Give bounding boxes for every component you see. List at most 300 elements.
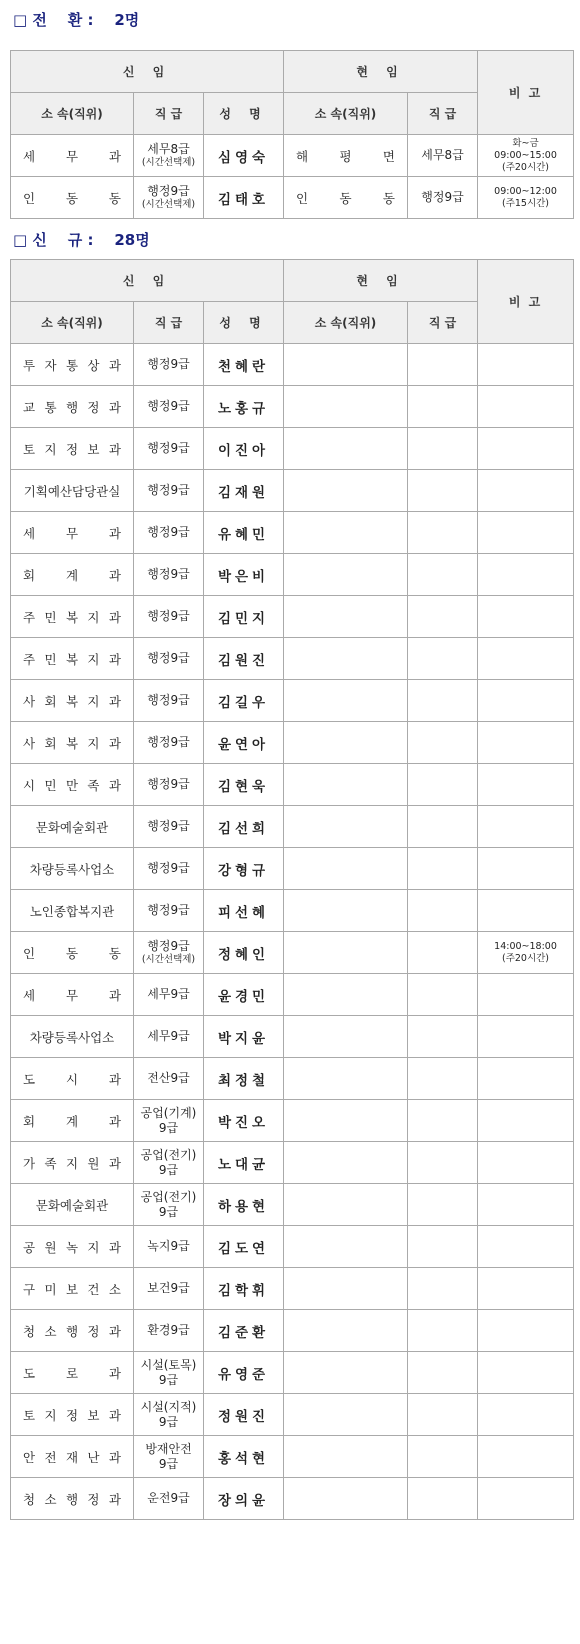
name-cell: 정원진 xyxy=(204,1394,284,1436)
current-grade-cell xyxy=(408,344,478,386)
note-line: 09:00~12:00 xyxy=(494,185,557,197)
grade-cell xyxy=(134,1310,204,1352)
grade-cell xyxy=(134,1184,204,1226)
current-dept-cell xyxy=(284,932,408,974)
grade-label: 방재안전 xyxy=(145,1441,192,1456)
dept-cell xyxy=(11,428,134,470)
dept-cell xyxy=(11,722,134,764)
dept-label: 청 소 행 정 과 xyxy=(23,1323,121,1339)
dept-label: 가 족 지 원 과 xyxy=(23,1155,121,1171)
current-dept-cell xyxy=(284,764,408,806)
dept-label: 교 통 행 정 과 xyxy=(23,399,121,415)
name-cell: 유영준 xyxy=(204,1352,284,1394)
header-cur-grade: 직 급 xyxy=(408,93,478,135)
section-new-title: □ 신 규 : 28명 xyxy=(13,231,150,249)
note-line: (주20시간) xyxy=(501,952,550,964)
note-cell xyxy=(478,1436,574,1478)
dept-label: 안 전 재 난 과 xyxy=(23,1449,121,1465)
grade-cell xyxy=(134,764,204,806)
current-dept-cell xyxy=(284,1058,408,1100)
dept-cell xyxy=(11,1436,134,1478)
current-grade-cell xyxy=(408,974,478,1016)
table-row xyxy=(11,1310,574,1352)
current-dept-cell xyxy=(284,428,408,470)
grade-label: 행정9급 xyxy=(147,819,190,833)
grade-cell xyxy=(134,1100,204,1142)
name-cell: 김선희 xyxy=(204,806,284,848)
grade-label-line2: 9급 xyxy=(158,1414,179,1429)
current-dept-cell xyxy=(284,1184,408,1226)
name-cell: 김도연 xyxy=(204,1226,284,1268)
current-grade-cell xyxy=(408,554,478,596)
table-row xyxy=(11,1100,574,1142)
dept-label: 세 무 과 xyxy=(23,525,121,541)
current-dept-cell xyxy=(284,344,408,386)
current-grade-cell xyxy=(408,1478,478,1520)
note-cell xyxy=(478,1226,574,1268)
dept-cell xyxy=(11,554,134,596)
grade-cell xyxy=(134,1058,204,1100)
dept-cell xyxy=(11,1058,134,1100)
grade-cell xyxy=(134,1478,204,1520)
note-cell xyxy=(478,974,574,1016)
dept-cell xyxy=(11,974,134,1016)
dept-label: 사 회 복 지 과 xyxy=(23,735,121,751)
current-dept-cell xyxy=(284,806,408,848)
note-cell xyxy=(478,470,574,512)
name-cell: 박은비 xyxy=(204,554,284,596)
table-row xyxy=(11,890,574,932)
current-dept-cell xyxy=(284,848,408,890)
grade-label: 행정9급 xyxy=(147,525,190,539)
grade-cell xyxy=(134,512,204,554)
grade-label: 행정9급 xyxy=(147,357,190,371)
note-cell xyxy=(478,1394,574,1436)
note-cell xyxy=(478,848,574,890)
grade-label-line2: 9급 xyxy=(158,1456,179,1471)
current-grade-cell xyxy=(408,1058,478,1100)
grade-label: 행정9급 xyxy=(147,861,190,875)
grade-label: 공업(기계) xyxy=(140,1105,197,1120)
name-cell: 윤연아 xyxy=(204,722,284,764)
grade-cell xyxy=(134,1142,204,1184)
dept-label: 차량등록사업소 xyxy=(29,1029,115,1045)
grade-label: 보건9급 xyxy=(147,1281,190,1295)
name-cell: 박진오 xyxy=(204,1100,284,1142)
grade-label: 행정9급 xyxy=(147,735,190,749)
table-row xyxy=(11,722,574,764)
note-cell xyxy=(478,1268,574,1310)
table-row xyxy=(11,386,574,428)
note-cell xyxy=(478,638,574,680)
grade-label-line2: 9급 xyxy=(158,1120,179,1135)
note-cell xyxy=(478,806,574,848)
table-row xyxy=(11,596,574,638)
header-note: 비 고 xyxy=(478,51,574,135)
dept-cell xyxy=(284,135,408,177)
name-cell: 김재원 xyxy=(204,470,284,512)
current-grade-cell xyxy=(408,848,478,890)
note-cell xyxy=(478,1058,574,1100)
dept-cell xyxy=(284,177,408,219)
note-cell xyxy=(478,1142,574,1184)
grade-label: 행정9급 xyxy=(147,399,190,413)
grade-cell xyxy=(134,344,204,386)
table-row xyxy=(11,512,574,554)
current-grade-cell xyxy=(408,890,478,932)
current-grade-cell xyxy=(408,512,478,554)
note-cell xyxy=(478,1184,574,1226)
dept-label: 회 계 과 xyxy=(23,1113,121,1129)
grade-cell xyxy=(134,806,204,848)
grade-cell xyxy=(134,386,204,428)
dept-cell xyxy=(11,638,134,680)
table-row xyxy=(11,848,574,890)
dept-cell xyxy=(11,596,134,638)
grade-cell xyxy=(134,680,204,722)
note-cell xyxy=(478,890,574,932)
grade-cell xyxy=(134,1226,204,1268)
dept-label: 시 민 만 족 과 xyxy=(23,777,121,793)
grade-label: 공업(전기) xyxy=(140,1147,197,1162)
dept-label: 세 무 과 xyxy=(23,148,121,164)
current-dept-cell xyxy=(284,1142,408,1184)
table-row xyxy=(11,764,574,806)
dept-label: 회 계 과 xyxy=(23,567,121,583)
current-grade-cell xyxy=(408,1310,478,1352)
dept-label: 도 로 과 xyxy=(23,1365,121,1381)
current-dept-cell xyxy=(284,386,408,428)
grade-label: 전산9급 xyxy=(147,1071,190,1085)
name-cell: 강형규 xyxy=(204,848,284,890)
current-dept-cell xyxy=(284,1394,408,1436)
note-line: 화~금 xyxy=(512,137,539,149)
note-cell xyxy=(478,1016,574,1058)
current-grade-cell xyxy=(408,1184,478,1226)
name-cell: 피선혜 xyxy=(204,890,284,932)
header-new-position: 신 임 xyxy=(11,260,284,302)
current-dept-cell xyxy=(284,1226,408,1268)
table-row xyxy=(11,1478,574,1520)
dept-cell xyxy=(11,1142,134,1184)
grade-cell xyxy=(134,1268,204,1310)
name-cell: 김민지 xyxy=(204,596,284,638)
grade-label: 세무9급 xyxy=(147,1029,190,1043)
name-cell: 유혜민 xyxy=(204,512,284,554)
current-dept-cell xyxy=(284,470,408,512)
table-row xyxy=(11,1394,574,1436)
dept-label: 인 동 동 xyxy=(23,945,121,961)
table-row xyxy=(11,1058,574,1100)
grade-sub-label: (시간선택제) xyxy=(141,157,196,168)
note-line: 09:00~15:00 xyxy=(494,149,557,161)
section-transfer-title: □ 전 환 : 2명 xyxy=(13,11,140,29)
grade-cell xyxy=(134,638,204,680)
dept-label: 문화예술회관 xyxy=(35,819,109,835)
grade-label: 녹지9급 xyxy=(147,1239,190,1253)
dept-cell xyxy=(11,344,134,386)
name-cell: 김현욱 xyxy=(204,764,284,806)
current-grade-cell xyxy=(408,932,478,974)
current-grade-cell xyxy=(408,428,478,470)
grade-cell xyxy=(134,1352,204,1394)
dept-cell xyxy=(11,512,134,554)
current-grade-cell xyxy=(408,1394,478,1436)
grade-cell xyxy=(134,974,204,1016)
current-grade-cell xyxy=(408,1100,478,1142)
table-row xyxy=(11,932,574,974)
grade-label: 공업(전기) xyxy=(140,1189,197,1204)
grade-cell xyxy=(134,177,204,219)
grade-label: 시설(지적) xyxy=(140,1399,197,1414)
dept-cell xyxy=(11,1016,134,1058)
dept-label: 인 동 동 xyxy=(23,190,121,206)
dept-label: 토 지 정 보 과 xyxy=(23,1407,121,1423)
dept-cell xyxy=(11,177,134,219)
table-row xyxy=(11,974,574,1016)
dept-cell xyxy=(11,890,134,932)
note-cell xyxy=(478,512,574,554)
table-row xyxy=(11,680,574,722)
grade-cell xyxy=(134,890,204,932)
grade-label: 행정9급 xyxy=(147,939,190,953)
header-cur-dept: 소 속(직위) xyxy=(284,93,408,135)
current-grade-cell: 세무8급 xyxy=(408,135,478,177)
current-grade-cell xyxy=(408,806,478,848)
current-dept-cell xyxy=(284,890,408,932)
dept-label: 기획예산담당관실 xyxy=(23,483,121,499)
table-row xyxy=(11,638,574,680)
grade-cell xyxy=(134,1394,204,1436)
grade-cell xyxy=(134,135,204,177)
current-grade-cell xyxy=(408,470,478,512)
current-dept-cell xyxy=(284,596,408,638)
table-row xyxy=(11,806,574,848)
table-row xyxy=(11,1016,574,1058)
name-cell: 노대균 xyxy=(204,1142,284,1184)
header-name: 성 명 xyxy=(204,93,284,135)
current-grade-cell xyxy=(408,596,478,638)
dept-label: 주 민 복 지 과 xyxy=(23,609,121,625)
dept-cell xyxy=(11,806,134,848)
dept-label: 투 자 통 상 과 xyxy=(23,357,121,373)
current-grade-cell xyxy=(408,1142,478,1184)
dept-cell xyxy=(11,764,134,806)
dept-label: 인 동 동 xyxy=(296,190,395,206)
grade-label-line2: 9급 xyxy=(158,1162,179,1177)
current-grade-cell xyxy=(408,638,478,680)
current-grade-cell xyxy=(408,1436,478,1478)
note-cell xyxy=(478,722,574,764)
name-cell: 정혜인 xyxy=(204,932,284,974)
header-dept: 소 속(직위) xyxy=(11,302,134,344)
current-dept-cell xyxy=(284,680,408,722)
table-row xyxy=(11,344,574,386)
name-cell: 장의윤 xyxy=(204,1478,284,1520)
dept-cell xyxy=(11,1352,134,1394)
new-hire-table xyxy=(10,259,574,1520)
table-row xyxy=(11,1436,574,1478)
grade-cell xyxy=(134,848,204,890)
grade-cell xyxy=(134,1436,204,1478)
dept-cell xyxy=(11,1394,134,1436)
grade-cell xyxy=(134,428,204,470)
header-note: 비 고 xyxy=(478,260,574,344)
table-row xyxy=(11,554,574,596)
header-cur-grade: 직 급 xyxy=(408,302,478,344)
note-cell xyxy=(478,177,574,219)
dept-label: 차량등록사업소 xyxy=(29,861,115,877)
header-current-position: 현 임 xyxy=(284,260,478,302)
grade-label: 환경9급 xyxy=(147,1323,190,1337)
name-cell: 박지윤 xyxy=(204,1016,284,1058)
grade-sub-label: (시간선택제) xyxy=(141,199,196,210)
grade-label: 행정9급 xyxy=(147,609,190,623)
grade-label: 시설(토목) xyxy=(140,1357,197,1372)
header-grade: 직 급 xyxy=(134,302,204,344)
header-dept: 소 속(직위) xyxy=(11,93,134,135)
dept-cell xyxy=(11,848,134,890)
dept-label: 구 미 보 건 소 xyxy=(23,1281,121,1297)
current-grade-cell xyxy=(408,722,478,764)
note-line: (주15시간) xyxy=(501,197,550,209)
grade-label: 운전9급 xyxy=(147,1491,190,1505)
dept-cell xyxy=(11,386,134,428)
name-cell: 이진아 xyxy=(204,428,284,470)
name-cell: 홍석현 xyxy=(204,1436,284,1478)
dept-cell xyxy=(11,135,134,177)
dept-label: 해 평 면 xyxy=(296,148,395,164)
grade-cell xyxy=(134,932,204,974)
dept-cell xyxy=(11,680,134,722)
grade-label-line2: 9급 xyxy=(158,1204,179,1219)
dept-cell xyxy=(11,1184,134,1226)
current-grade-cell xyxy=(408,1016,478,1058)
current-dept-cell xyxy=(284,554,408,596)
grade-cell xyxy=(134,722,204,764)
note-cell xyxy=(478,428,574,470)
name-cell: 천혜란 xyxy=(204,344,284,386)
name-cell: 김길우 xyxy=(204,680,284,722)
note-line: (주20시간) xyxy=(501,161,550,173)
current-dept-cell xyxy=(284,1268,408,1310)
dept-label: 노인종합복지관 xyxy=(29,903,115,919)
grade-label: 행정9급 xyxy=(147,777,190,791)
current-dept-cell xyxy=(284,974,408,1016)
header-cur-dept: 소 속(직위) xyxy=(284,302,408,344)
current-dept-cell xyxy=(284,1100,408,1142)
grade-cell xyxy=(134,554,204,596)
name-cell: 심영숙 xyxy=(204,135,284,177)
note-cell xyxy=(478,932,574,974)
grade-label: 세무9급 xyxy=(147,987,190,1001)
table-row xyxy=(11,1268,574,1310)
grade-label: 행정9급 xyxy=(147,441,190,455)
grade-label: 행정9급 xyxy=(147,693,190,707)
transfer-table xyxy=(10,50,574,219)
grade-label: 세무8급 xyxy=(147,142,190,156)
name-cell: 윤경민 xyxy=(204,974,284,1016)
current-dept-cell xyxy=(284,722,408,764)
dept-label: 주 민 복 지 과 xyxy=(23,651,121,667)
current-grade-cell xyxy=(408,1268,478,1310)
dept-label: 세 무 과 xyxy=(23,987,121,1003)
current-grade-cell xyxy=(408,680,478,722)
note-cell xyxy=(478,680,574,722)
table-row xyxy=(11,428,574,470)
grade-label: 행정9급 xyxy=(147,483,190,497)
dept-cell xyxy=(11,1268,134,1310)
note-line: 14:00~18:00 xyxy=(494,940,557,952)
note-cell xyxy=(478,1352,574,1394)
current-dept-cell xyxy=(284,1310,408,1352)
grade-cell xyxy=(134,470,204,512)
dept-cell xyxy=(11,1478,134,1520)
dept-cell xyxy=(11,1100,134,1142)
dept-label: 도 시 과 xyxy=(23,1071,121,1087)
dept-cell xyxy=(11,1226,134,1268)
dept-label: 공 원 녹 지 과 xyxy=(23,1239,121,1255)
current-dept-cell xyxy=(284,1478,408,1520)
current-dept-cell xyxy=(284,638,408,680)
grade-label: 행정9급 xyxy=(147,184,190,198)
header-grade: 직 급 xyxy=(134,93,204,135)
grade-label-line2: 9급 xyxy=(158,1372,179,1387)
grade-sub-label: (시간선택제) xyxy=(141,954,196,965)
table-row xyxy=(11,1226,574,1268)
note-cell xyxy=(478,764,574,806)
name-cell: 김학휘 xyxy=(204,1268,284,1310)
table-row xyxy=(11,1184,574,1226)
grade-label: 행정9급 xyxy=(147,651,190,665)
name-cell: 김원진 xyxy=(204,638,284,680)
current-dept-cell xyxy=(284,1436,408,1478)
header-new-position: 신 임 xyxy=(11,51,284,93)
header-current-position: 현 임 xyxy=(284,51,478,93)
grade-cell xyxy=(134,1016,204,1058)
current-grade-cell: 행정9급 xyxy=(408,177,478,219)
current-dept-cell xyxy=(284,512,408,554)
current-dept-cell xyxy=(284,1352,408,1394)
current-grade-cell xyxy=(408,1352,478,1394)
header-name: 성 명 xyxy=(204,302,284,344)
note-cell xyxy=(478,386,574,428)
table-row xyxy=(11,470,574,512)
table-row xyxy=(11,177,574,219)
grade-label: 행정9급 xyxy=(147,567,190,581)
note-cell xyxy=(478,554,574,596)
name-cell: 김준환 xyxy=(204,1310,284,1352)
dept-cell xyxy=(11,1310,134,1352)
note-cell xyxy=(478,344,574,386)
dept-label: 청 소 행 정 과 xyxy=(23,1491,121,1507)
name-cell: 김태호 xyxy=(204,177,284,219)
grade-label: 행정9급 xyxy=(147,903,190,917)
dept-label: 사 회 복 지 과 xyxy=(23,693,121,709)
name-cell: 최정철 xyxy=(204,1058,284,1100)
note-cell xyxy=(478,596,574,638)
note-cell xyxy=(478,1100,574,1142)
name-cell: 노홍규 xyxy=(204,386,284,428)
table-row xyxy=(11,1142,574,1184)
note-cell xyxy=(478,1478,574,1520)
dept-label: 문화예술회관 xyxy=(35,1197,109,1213)
current-dept-cell xyxy=(284,1016,408,1058)
name-cell: 하용현 xyxy=(204,1184,284,1226)
table-row xyxy=(11,1352,574,1394)
note-cell xyxy=(478,1310,574,1352)
current-grade-cell xyxy=(408,386,478,428)
